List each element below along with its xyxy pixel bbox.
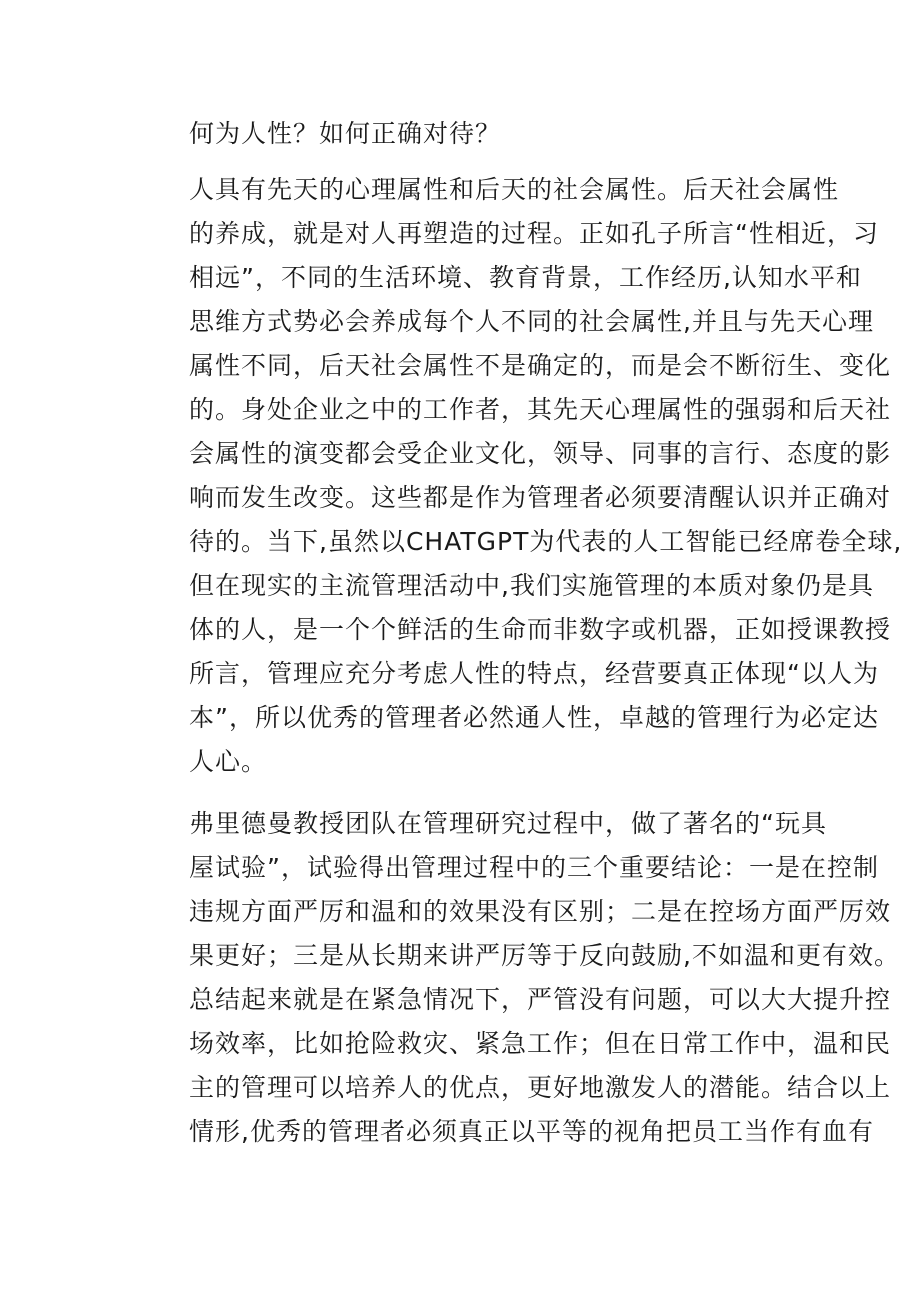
paragraph-line: 果更好；三是从长期来讲严厉等于反向鼓励,不如温和更有效。 <box>189 941 900 970</box>
paragraph-line: 弗里德曼教授团队在管理研究过程中，做了著名的“玩具 <box>189 809 827 838</box>
paragraph-line: 场效率，比如抢险救灾、紧急工作；但在日常工作中，温和民 <box>189 1029 892 1058</box>
paragraph-line: 的养成，就是对人再塑造的过程。正如孔子所言“性相近，习 <box>189 219 879 248</box>
paragraph-line: 响而发生改变。这些都是作为管理者必须要清醒认识并正确对 <box>189 483 892 512</box>
paragraph-line: 相远”，不同的生活环境、教育背景，工作经历,认知水平和 <box>189 263 862 292</box>
paragraph-line: 的。身处企业之中的工作者，其先天心理属性的强弱和后天社 <box>189 395 892 424</box>
paragraph-line: 体的人，是一个个鲜活的生命而非数字或机器，正如授课教授 <box>189 615 892 644</box>
paragraph-human-nature <box>139 168 903 784</box>
paragraph-line: 本”，所以优秀的管理者必然通人性，卓越的管理行为必定达 <box>189 703 879 732</box>
paragraph-line: 主的管理可以培养人的优点，更好地激发人的潜能。结合以上 <box>189 1073 892 1102</box>
paragraph-line: 属性不同，后天社会属性不是确定的，而是会不断衍生、变化 <box>189 351 892 380</box>
document-body <box>139 112 903 1154</box>
paragraph-line: 总结起来就是在紧急情况下，严管没有问题，可以大大提升控 <box>189 985 892 1014</box>
paragraph-line: 待的。当下,虽然以CHATGPT为代表的人工智能已经席卷全球, <box>189 527 903 556</box>
paragraph-line: 思维方式势必会养成每个人不同的社会属性,并且与先天心理 <box>189 307 874 336</box>
paragraph-line: 但在现实的主流管理活动中,我们实施管理的本质对象仍是具 <box>189 571 874 600</box>
paragraph-line: 屋试验”，试验得出管理过程中的三个重要结论：一是在控制 <box>189 853 879 882</box>
heading-text: 何为人性？如何正确对待？ <box>189 119 502 148</box>
paragraph-line: 会属性的演变都会受企业文化，领导、同事的言行、态度的影 <box>189 439 892 468</box>
paragraph-line: 人心。 <box>189 747 268 776</box>
paragraph-line: 情形,优秀的管理者必须真正以平等的视角把员工当作有血有 <box>189 1117 874 1146</box>
paragraph-toy-house-experiment <box>139 802 900 1154</box>
paragraph-line: 所言，管理应充分考虑人性的特点，经营要真正体现“以人为 <box>189 659 879 688</box>
paragraph-line: 违规方面严厉和温和的效果没有区别；二是在控场方面严厉效 <box>189 897 892 926</box>
section-heading <box>139 112 799 156</box>
paragraph-line: 人具有先天的心理属性和后天的社会属性。后天社会属性 <box>189 175 840 204</box>
